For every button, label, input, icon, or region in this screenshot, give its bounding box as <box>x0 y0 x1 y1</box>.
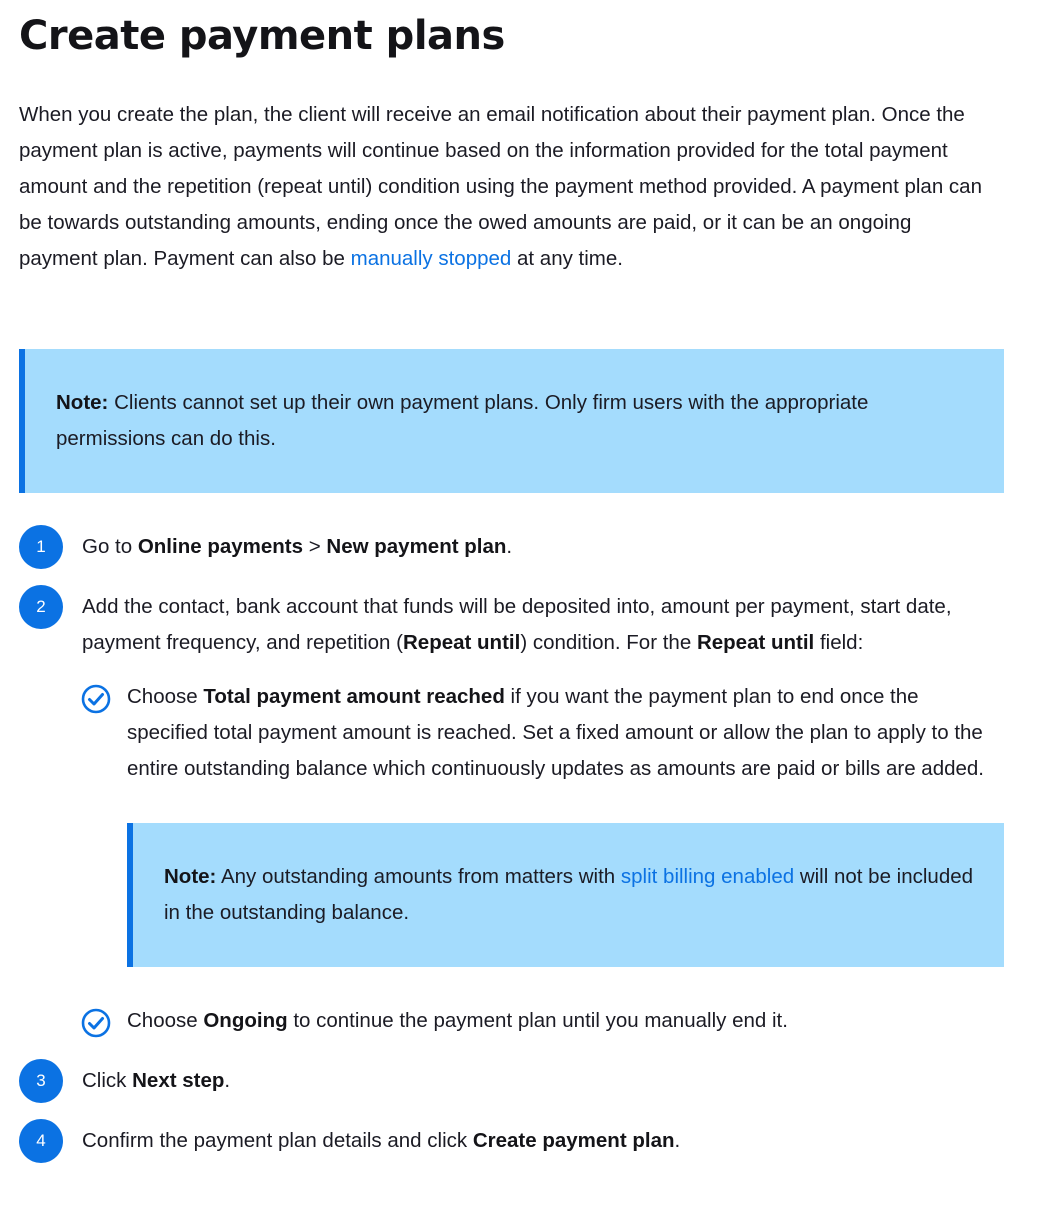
step-text: Go to Online payments > New payment plan. <box>82 535 513 558</box>
check-circle-icon <box>81 1008 111 1038</box>
note-permissions <box>19 349 1004 493</box>
step-text: Click Next step. <box>82 1069 231 1092</box>
step-text: Confirm the payment plan details and click Create payment plan. <box>82 1129 681 1152</box>
note-label: Note: <box>164 865 217 888</box>
check-circle-icon <box>81 684 111 714</box>
note-split-billing: Note: Any outstanding amounts from matters with split billing enabled will not be included in the outstanding balance. <box>127 823 1004 967</box>
step-number-badge: 3 <box>19 1059 63 1103</box>
step-number-badge: 2 <box>19 585 63 629</box>
intro-paragraph <box>19 97 994 277</box>
intro-text-end: at any time. <box>511 247 623 270</box>
split-billing-link[interactable]: split billing enabled <box>620 865 795 888</box>
option-text: Choose Total payment amount reached if you want the payment plan to end once the specified total payment amount is reached. Set a fixed amount or allow the plan to apply to the entire outstanding balance which continuously updates as amounts are paid or bills are added. <box>127 685 984 780</box>
intro-text: When you create the plan, the client will receive an email notification about their payment plan. Once the payment plan is active, payments will continue based on the information provided for the total payment amount and the repetition (repeat until) condition using the payment method provided. A payment plan can be towards outstanding amounts, ending once the owed amounts are paid, or it can be an ongoing payment plan. Payment can also be <box>19 103 982 270</box>
page-title: Create payment plans <box>19 13 505 59</box>
step-number-badge: 1 <box>19 525 63 569</box>
manually-stopped-link[interactable]: manually stopped <box>350 247 512 270</box>
option-text: Choose Ongoing to continue the payment plan until you manually end it. <box>127 1009 788 1032</box>
note-label: Note: <box>56 391 109 414</box>
step-text: Add the contact, bank account that funds will be deposited into, amount per payment, start date, payment frequency, and repetition (Repeat until) condition. For the Repeat until field: <box>82 595 952 654</box>
step-number-badge: 4 <box>19 1119 63 1163</box>
note-text: Clients cannot set up their own payment plans. Only firm users with the appropriate permissions can do this. <box>56 391 869 450</box>
